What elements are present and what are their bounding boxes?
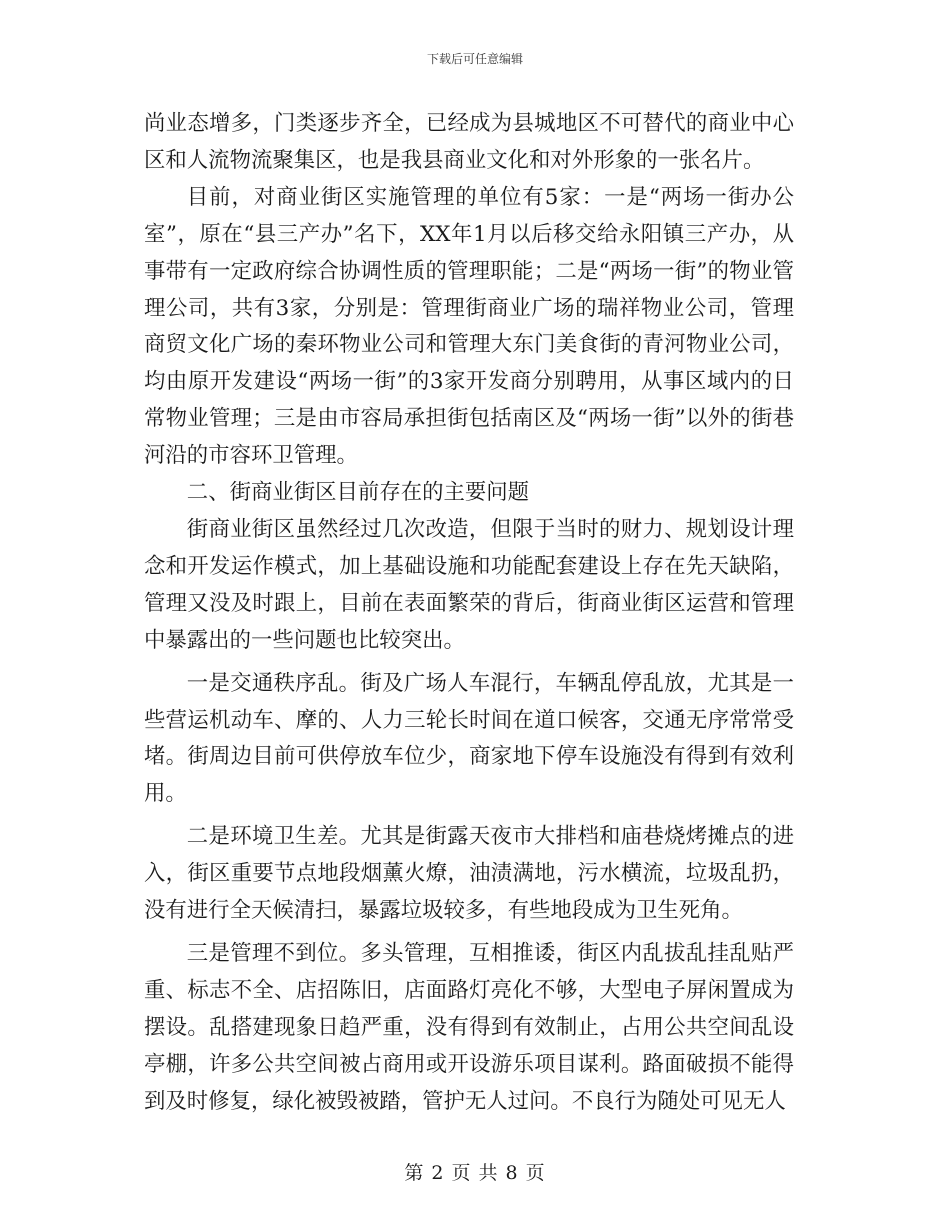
paragraph-traffic: 一是交通秩序乱。街及广场人车混行，车辆乱停乱放，尤其是一些营运机动车、摩的、人力三轮长时间在道口候客，交通无序常常受堵。街周边目前可供停放车位少，商家地下停车设施没有得到有效利用。 bbox=[144, 670, 794, 807]
paragraph-management-units: 目前，对商业街区实施管理的单位有5家：一是“两场一街办公室”，原在“县三产办”名下，XX年1月以后移交给永阳镇三产办，从事带有一定政府综合协调性质的管理职能；二是“两场一街”的物业管理公司，共有3家，分别是：管理街商业广场的瑞祥物业公司，管理商贸文化广场的秦环物业公司和管理大东门美食街的青河物业公司，均由原开发建设“两场一街”的3家开发商分别聘用，从事区域内的日常物业管理；三是由市容局承担街包括南区及“两场一街”以外的街巷河沿的市容环卫管理。 bbox=[144, 184, 794, 469]
paragraph-management: 三是管理不到位。多头管理，互相推诿，街区内乱拔乱挂乱贴严重、标志不全、店招陈旧，店面路灯亮化不够，大型电子屏闲置成为摆设。乱搭建现象日趋严重，没有得到有效制止，占用公共空间乱设亭棚，许多公共空间被占商用或开设游乐项目谋利。路面破损不能得到及时修复，绿化被毁被踏，管护无人过问。不良行为随处可见无人 bbox=[144, 940, 794, 1114]
paragraph-environment: 二是环境卫生差。尤其是街露天夜市大排档和庙巷烧烤摊点的进入，街区重要节点地段烟薰火燎，油渍满地，污水横流，垃圾乱扔，没有进行全天候清扫，暴露垃圾较多，有些地段成为卫生死角。 bbox=[144, 824, 794, 924]
paragraph-continuation: 尚业态增多，门类逐步齐全，已经成为县城地区不可替代的商业中心区和人流物流聚集区，也是我县商业文化和对外形象的一张名片。 bbox=[144, 111, 794, 173]
document-body bbox=[144, 106, 794, 1120]
section-heading-problems: 二、街商业街区目前存在的主要问题 bbox=[186, 480, 530, 506]
page-header: 下载后可任意编辑 bbox=[426, 52, 523, 66]
paragraph-problems-intro: 街商业街区虽然经过几次改造，但限于当时的财力、规划设计理念和开发运作模式，加上基础设施和功能配套建设上存在先天缺陷，管理又没及时跟上，目前在表面繁荣的背后，街商业街区运营和管理中暴露出的一些问题也比较突出。 bbox=[144, 516, 794, 653]
page-footer: 第 2 页 共 8 页 bbox=[404, 1162, 546, 1184]
